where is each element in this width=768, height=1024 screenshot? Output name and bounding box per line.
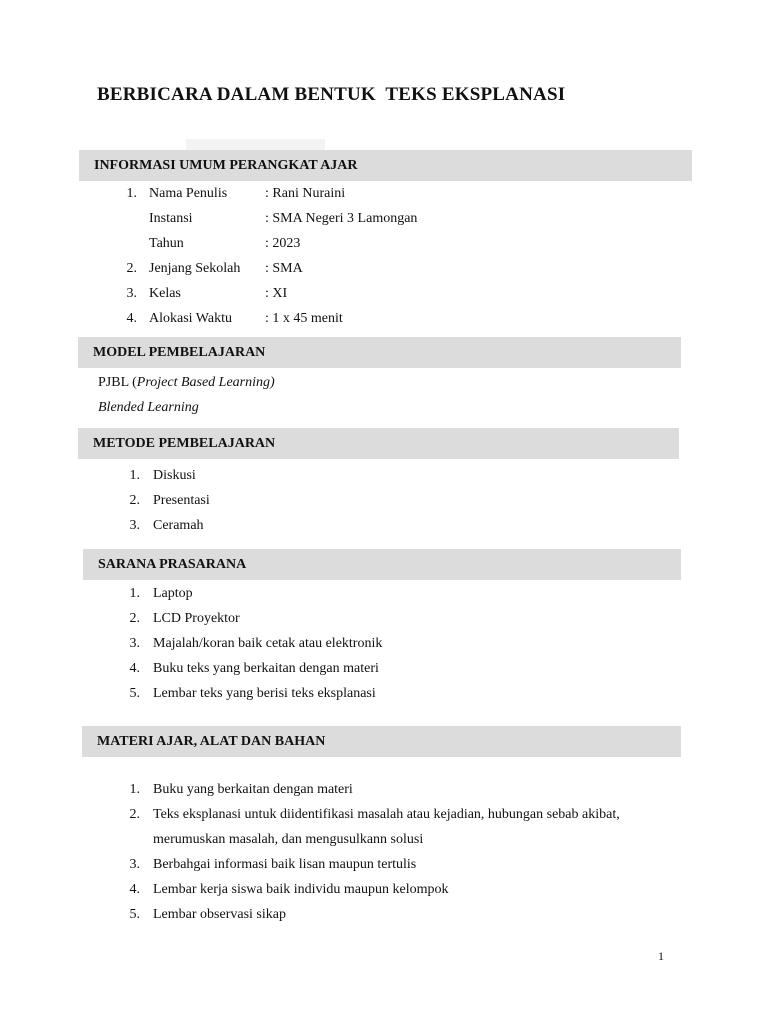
model-pjbl-prefix: PJBL (	[98, 375, 137, 390]
info-row-label: Nama Penulis	[149, 186, 228, 201]
info-row-value: : 2023	[265, 236, 301, 251]
info-row-number: 1.	[126, 186, 137, 201]
list-item-text: Buku teks yang berkaitan dengan materi	[153, 661, 379, 676]
section-heading-model: MODEL PEMBELAJARAN	[78, 337, 681, 368]
list-item-number: 5.	[129, 686, 140, 701]
info-row-label: Alokasi Waktu	[149, 311, 232, 326]
list-item-text: merumuskan masalah, dan mengusulkann solusi	[153, 832, 424, 847]
info-row-value: : 1 x 45 menit	[265, 311, 343, 326]
list-item-text: Buku yang berkaitan dengan materi	[153, 782, 353, 797]
model-line-pjbl	[98, 375, 275, 391]
list-item-text: Berbahgai informasi baik lisan maupun tertulis	[153, 857, 417, 872]
info-row-value: : SMA Negeri 3 Lamongan	[265, 211, 418, 226]
list-item-text: LCD Proyektor	[153, 611, 240, 626]
list-item-number: 4.	[129, 661, 140, 676]
list-item-number: 2.	[129, 611, 140, 626]
section-heading-materi: MATERI AJAR, ALAT DAN BAHAN	[82, 726, 681, 757]
info-row-number: 4.	[126, 311, 137, 326]
list-item-number: 5.	[129, 907, 140, 922]
list-item-text: Ceramah	[153, 518, 204, 533]
list-item-text: Presentasi	[153, 493, 210, 508]
list-item-text: Teks eksplanasi untuk diidentifikasi masalah atau kejadian, hubungan sebab akibat,	[153, 807, 620, 822]
info-row-label: Kelas	[149, 286, 181, 301]
model-line-blended: Blended Learning	[98, 400, 199, 415]
info-row-value: : Rani Nuraini	[265, 186, 346, 201]
info-row-value: : SMA	[265, 261, 303, 276]
list-item-text: Lembar kerja siswa baik individu maupun kelompok	[153, 882, 449, 897]
info-row-label: Jenjang Sekolah	[149, 261, 241, 276]
section-heading-metode: METODE PEMBELAJARAN	[78, 428, 679, 459]
info-row-label: Instansi	[149, 211, 193, 226]
info-row-number: 3.	[126, 286, 137, 301]
info-row-number: 2.	[126, 261, 137, 276]
list-item-text: Lembar observasi sikap	[153, 907, 286, 922]
page-number: 1	[658, 949, 664, 963]
list-item-number: 1.	[129, 586, 140, 601]
list-item-number: 2.	[129, 493, 140, 508]
document-title: BERBICARA DALAM BENTUK TEKS EKSPLANASI	[97, 84, 566, 105]
list-item-text: Laptop	[153, 586, 193, 601]
list-item-number: 2.	[129, 807, 140, 822]
info-row-label: Tahun	[149, 236, 184, 251]
model-pjbl-italic: Project Based Learning)	[136, 375, 275, 390]
list-item-text: Diskusi	[153, 468, 196, 483]
list-item-number: 1.	[129, 782, 140, 797]
list-item-text: Majalah/koran baik cetak atau elektronik	[153, 636, 383, 651]
list-item-number: 1.	[129, 468, 140, 483]
info-row-value: : XI	[265, 286, 288, 301]
list-item-number: 3.	[129, 857, 140, 872]
list-item-text: Lembar teks yang berisi teks eksplanasi	[153, 686, 376, 701]
list-item-number: 4.	[129, 882, 140, 897]
list-item-number: 3.	[129, 518, 140, 533]
section-heading-informasi: INFORMASI UMUM PERANGKAT AJAR	[79, 150, 692, 181]
list-item-number: 3.	[129, 636, 140, 651]
section-heading-sarana: SARANA PRASARANA	[83, 549, 681, 580]
